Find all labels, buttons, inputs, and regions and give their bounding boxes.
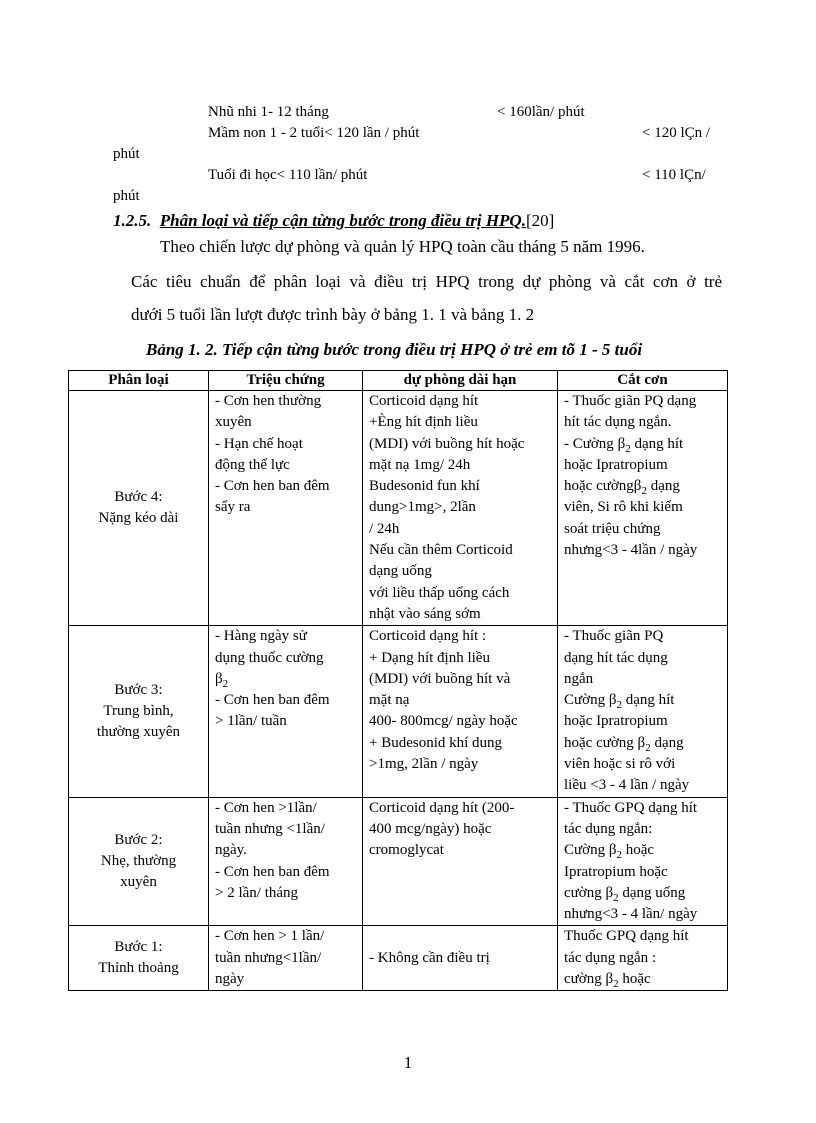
paragraph-line-2: Các tiêu chuẩn để phân loại và điều trị HPQ trong dự phòng và cắt cơn ở trẻ — [131, 272, 722, 291]
cell-line: Nếu cần thêm Corticoid — [369, 542, 513, 559]
paragraph-line-3: dưới 5 tuổi lần lượt được trình bày ở bảng 1. 1 và bảng 1. 2 — [131, 305, 535, 324]
cell-line: động thể lực — [215, 456, 290, 473]
cell-line: - Hàng ngày sử — [215, 628, 307, 645]
cell-line: - Thuốc giãn PQ dạng — [564, 393, 697, 409]
cell-line: (MDI) với buồng hít và — [369, 670, 511, 687]
cell-line: >1mg, 2lần / ngày — [369, 756, 479, 773]
cell-line: tác dụng ngắn: — [564, 820, 653, 837]
cell-symptoms — [209, 797, 363, 926]
cell-line: (MDI) với buồng hít hoặc — [369, 435, 525, 452]
cell-line: hoặc Ipratropium — [564, 456, 668, 473]
cell-line: thường xuyên — [96, 724, 181, 741]
cell-line: hoặc cường $\beta_2$ dạng — [564, 734, 684, 754]
cell-line: hoặc cườngβ$_2$ dạng — [564, 478, 680, 498]
cell-line: mặt nạ 1mg/ 24h — [369, 456, 471, 473]
header-relief: Cắt cơn — [558, 371, 728, 391]
cell-prevention — [363, 926, 558, 991]
cell-line: Nhẹ, thường — [100, 852, 177, 869]
cell-line: Cường $\beta_2$ dạng hít — [564, 692, 675, 712]
cell-line: tác dụng ngắn : — [564, 949, 657, 966]
cell-prevention — [363, 626, 558, 797]
section-heading — [113, 211, 554, 231]
cell-line: $\beta_2$ — [215, 670, 229, 690]
cell-line: Corticoid dạng hít : — [369, 628, 487, 645]
cell-classification — [69, 391, 209, 626]
cell-line: nhưng<3 - 4 lần/ ngày — [564, 906, 698, 923]
cell-line: hít tác dụng ngắn. — [564, 414, 672, 431]
cell-line: nhưng<3 - 4lần / ngày — [564, 542, 698, 559]
cell-line: - Không cần điều trị — [369, 949, 490, 966]
cell-relief — [558, 926, 728, 991]
cell-line: dạng hít tác dụng — [564, 649, 668, 666]
cell-relief — [558, 391, 728, 626]
cell-line: Ipratropium hoặc — [564, 863, 668, 880]
cell-line: Bước 1: — [114, 939, 163, 956]
cell-line: ngày — [215, 971, 245, 988]
heart-rate-school-value: < 110 lÇn/ — [642, 167, 706, 183]
cell-prevention — [363, 797, 558, 926]
cell-line: nhật vào sáng sớm — [369, 605, 481, 622]
cell-line: tuần nhưng<1lần/ — [215, 949, 322, 966]
cell-line — [369, 926, 553, 947]
cell-line: với liều thấp uống cách — [369, 584, 510, 601]
cell-line: - Thuốc giãn PQ — [564, 628, 664, 645]
cell-line: mặt nạ — [369, 692, 410, 709]
cell-line: viên hoặc si rô với — [564, 756, 676, 773]
cell-line: - Cơn hen ban đêm — [215, 863, 330, 880]
table-row — [69, 626, 728, 797]
cell-symptoms — [209, 926, 363, 991]
cell-line: Bước 3: — [114, 681, 163, 698]
table-row — [69, 926, 728, 991]
cell-classification — [69, 797, 209, 926]
cell-line: hoặc Ipratropium — [564, 713, 668, 730]
heart-rate-toddler-label: Mầm non 1 - 2 tuổi< 120 lần / phút — [208, 125, 420, 141]
cell-line: Bước 4: — [114, 488, 163, 505]
heart-rate-toddler-wrap: phút — [113, 146, 140, 162]
cell-relief — [558, 626, 728, 797]
cell-line: Cường $\beta_2$ hoặc — [564, 842, 655, 862]
cell-line: - Cơn hen ban đêm — [215, 692, 330, 709]
heart-rate-toddler-value: < 120 lÇn / — [642, 125, 711, 141]
table-header-row — [69, 371, 728, 391]
cell-line: - Thuốc GPQ dạng hít — [564, 799, 698, 816]
cell-line: xuyên — [120, 874, 157, 891]
cell-line: - Cơn hen >1lần/ — [215, 799, 317, 816]
cell-prevention — [363, 391, 558, 626]
cell-line: Thỉnh thoảng — [98, 960, 179, 977]
section-ref: [20] — [525, 211, 555, 230]
cell-line: + Dạng hít định liều — [369, 649, 490, 666]
cell-line: Bước 2: — [114, 831, 163, 848]
cell-line: 400- 800mcg/ ngày hoặc — [369, 713, 518, 730]
cell-line: + Budesonid khí dung — [369, 734, 503, 751]
cell-line: Corticoid dạng hít — [369, 393, 479, 409]
cell-line: - Cơn hen thường — [215, 393, 322, 409]
cell-line: Trung bình, — [103, 702, 174, 719]
paragraph-line-1: Theo chiến lược dự phòng và quản lý HPQ toàn cầu tháng 5 năm 1996. — [160, 237, 645, 256]
cell-line: ngày. — [215, 842, 247, 859]
heart-rate-infant-value: < 160lần/ phút — [497, 104, 585, 120]
cell-line: liều <3 - 4 lần / ngày — [564, 777, 690, 794]
heart-rate-infant-label: Nhũ nhi 1- 12 tháng — [208, 104, 329, 120]
cell-line: Thuốc GPQ dạng hít — [564, 928, 689, 945]
cell-line: Corticoid dạng hít (200- — [369, 799, 515, 816]
section-number: 1.2.5. — [113, 211, 152, 230]
cell-line: viên, Si rô khi kiểm — [564, 499, 683, 516]
cell-symptoms — [209, 391, 363, 626]
cell-line: cường $\beta_2$ hoặc — [564, 971, 651, 991]
cell-line: cromoglycat — [369, 842, 444, 859]
cell-line: - Cơn hen ban đêm — [215, 478, 330, 495]
page-number: 1 — [403, 1053, 413, 1072]
cell-line: sẩy ra — [215, 499, 251, 516]
cell-line: 400 mcg/ngày) hoặc — [369, 820, 492, 837]
cell-line: - Cơn hen > 1 lần/ — [215, 928, 325, 945]
cell-symptoms — [209, 626, 363, 797]
cell-line: > 2 lần/ tháng — [215, 884, 299, 901]
cell-line: dung>1mg>, 2lần — [369, 499, 476, 516]
cell-line: +Èng hít định liều — [369, 414, 478, 431]
cell-relief — [558, 797, 728, 926]
heart-rate-school-wrap: phút — [113, 188, 140, 204]
header-classification: Phân loại — [69, 371, 209, 391]
cell-line: Budesonid fun khí — [369, 478, 480, 495]
cell-line: ngắn — [564, 670, 594, 687]
table-row — [69, 391, 728, 626]
cell-line: cường $\beta_2$ dạng uống — [564, 884, 686, 904]
header-symptoms: Triệu chứng — [209, 371, 363, 391]
cell-line: dụng thuốc cường — [215, 649, 324, 666]
treatment-steps-table — [68, 370, 728, 991]
cell-line: Nặng kéo dài — [98, 510, 179, 527]
cell-classification — [69, 926, 209, 991]
cell-line: dạng uống — [369, 563, 432, 580]
cell-line: - Hạn chế hoạt — [215, 435, 303, 452]
table-caption: Bảng 1. 2. Tiếp cận từng bước trong điều trị HPQ ở trẻ em tõ 1 - 5 tuổi — [146, 340, 643, 359]
cell-line: xuyên — [215, 414, 252, 431]
header-prevention: dự phòng dài hạn — [363, 371, 558, 391]
table-row — [69, 797, 728, 926]
cell-classification — [69, 626, 209, 797]
heart-rate-school-label: Tuổi đi học< 110 lần/ phút — [208, 167, 368, 183]
cell-line: - Cường $\beta_2$ dạng hít — [564, 435, 684, 455]
cell-line: / 24h — [369, 520, 400, 537]
section-title: Phân loại và tiếp cận từng bước trong điều trị HPQ. — [159, 211, 526, 230]
cell-line: soát triệu chứng — [564, 520, 661, 537]
cell-line: tuần nhưng <1lần/ — [215, 820, 325, 837]
cell-line: > 1lần/ tuần — [215, 713, 287, 730]
